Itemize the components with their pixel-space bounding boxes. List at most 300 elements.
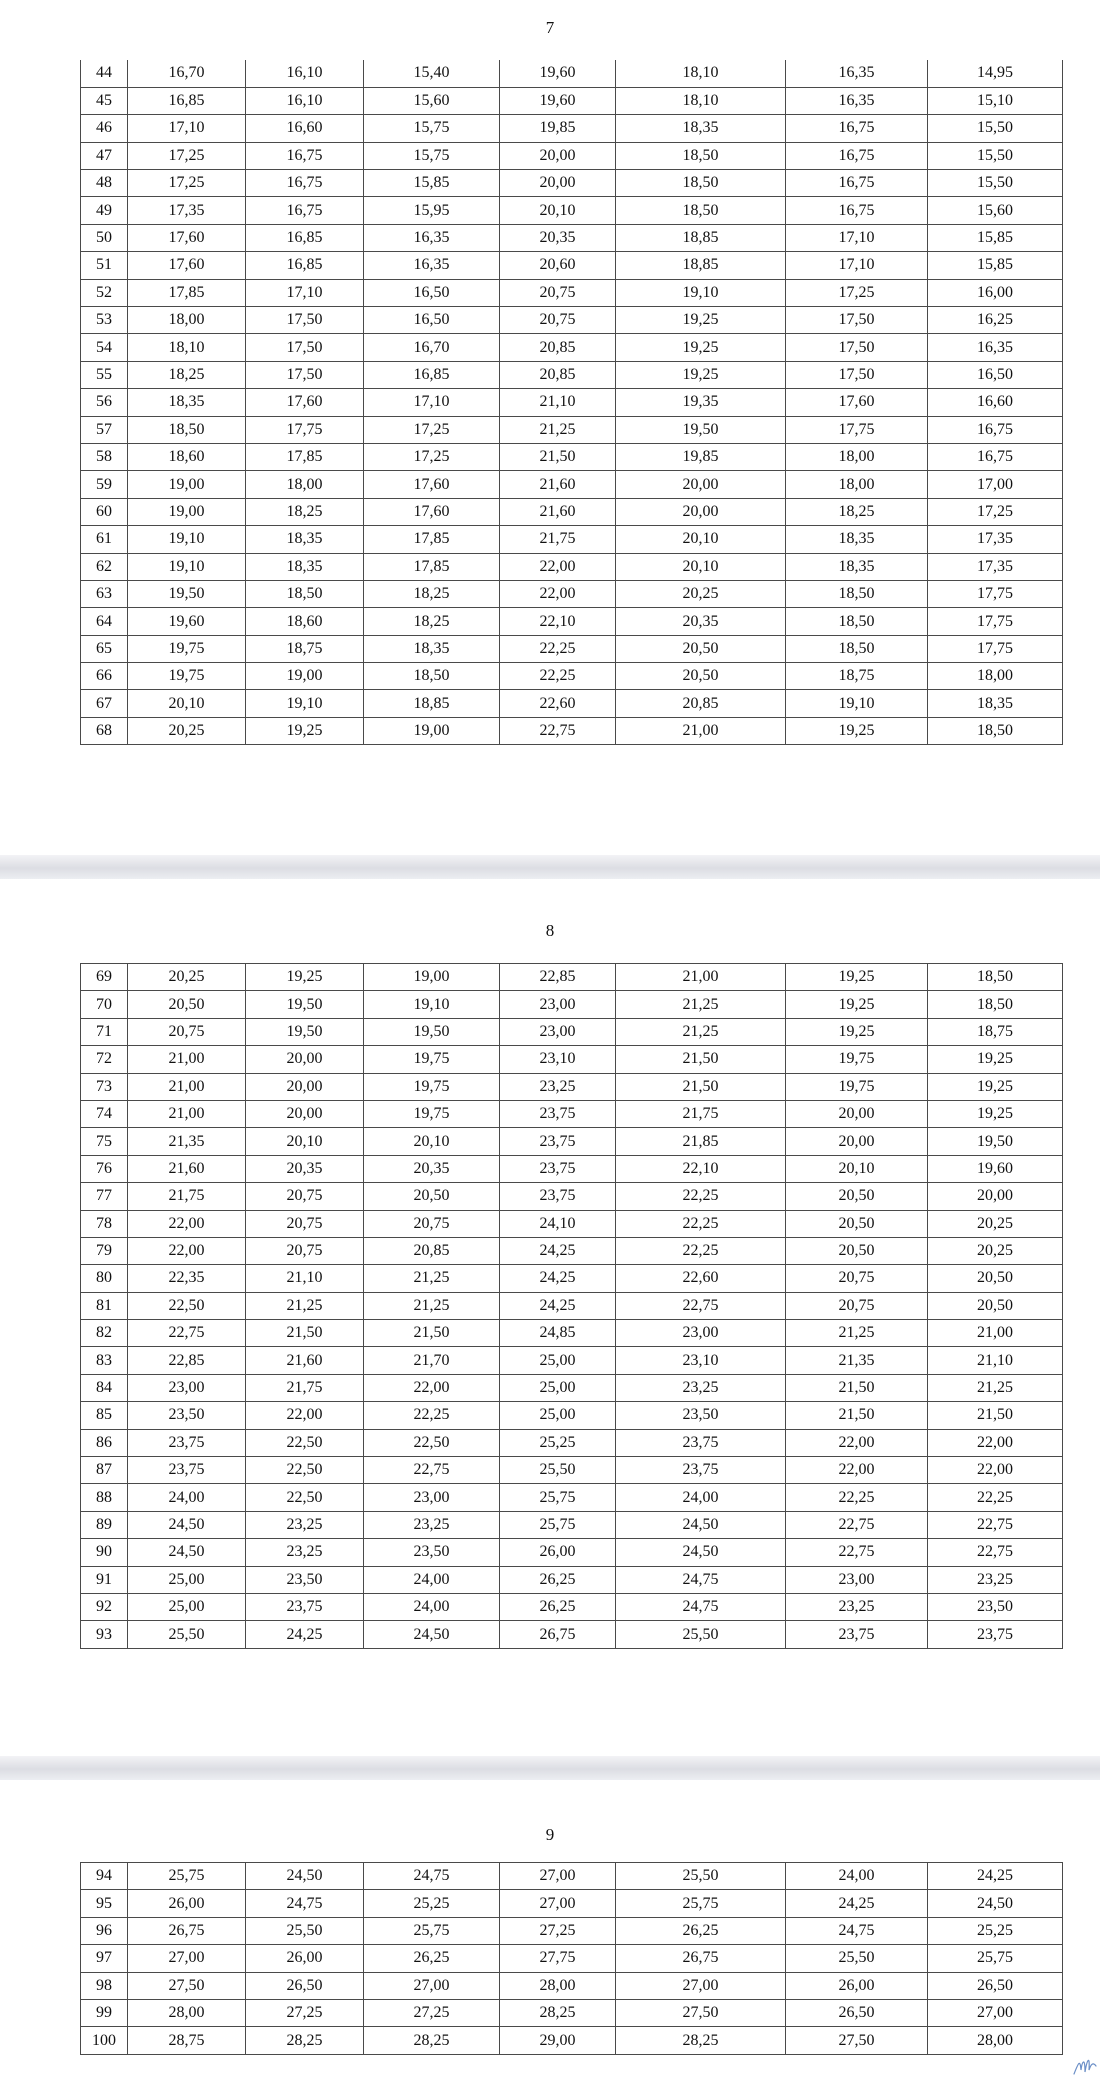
- value-cell: 20,50: [364, 1183, 500, 1210]
- value-cell: 18,50: [928, 991, 1063, 1018]
- value-cell: 23,75: [928, 1621, 1063, 1648]
- row-number-cell: 76: [81, 1155, 128, 1182]
- value-cell: 19,25: [786, 1018, 928, 1045]
- table-row: [81, 1265, 1063, 1292]
- value-cell: 21,00: [128, 1046, 246, 1073]
- table-row: [81, 1566, 1063, 1593]
- value-cell: 19,35: [616, 389, 786, 416]
- value-cell: 27,25: [364, 1999, 500, 2026]
- value-cell: 27,50: [128, 1972, 246, 1999]
- value-cell: 15,75: [364, 142, 500, 169]
- row-number-cell: 61: [81, 526, 128, 553]
- table-row: [81, 690, 1063, 717]
- row-number-cell: 48: [81, 170, 128, 197]
- value-cell: 18,75: [928, 1018, 1063, 1045]
- table-row: [81, 252, 1063, 279]
- value-cell: 25,75: [616, 1890, 786, 1917]
- value-cell: 18,75: [246, 635, 364, 662]
- table-row: [81, 717, 1063, 744]
- value-cell: 19,25: [928, 1046, 1063, 1073]
- value-cell: 20,35: [616, 608, 786, 635]
- value-cell: 19,75: [364, 1046, 500, 1073]
- value-cell: 19,10: [128, 526, 246, 553]
- value-cell: 15,85: [928, 252, 1063, 279]
- value-cell: 24,00: [364, 1566, 500, 1593]
- page-number: 7: [545, 18, 555, 37]
- table-row: [81, 443, 1063, 470]
- value-cell: 22,00: [928, 1429, 1063, 1456]
- value-cell: 27,00: [500, 1863, 616, 1890]
- table-row: [81, 663, 1063, 690]
- value-cell: 16,50: [928, 361, 1063, 388]
- value-cell: 18,25: [786, 498, 928, 525]
- value-cell: 21,25: [364, 1265, 500, 1292]
- value-cell: 25,50: [246, 1917, 364, 1944]
- row-number-cell: 79: [81, 1237, 128, 1264]
- value-cell: 20,35: [246, 1155, 364, 1182]
- value-cell: 22,25: [786, 1484, 928, 1511]
- value-cell: 18,50: [246, 580, 364, 607]
- value-cell: 21,60: [500, 498, 616, 525]
- value-cell: 18,50: [616, 170, 786, 197]
- value-cell: 21,75: [616, 1100, 786, 1127]
- value-cell: 20,00: [928, 1183, 1063, 1210]
- row-number-cell: 86: [81, 1429, 128, 1456]
- value-cell: 20,50: [928, 1292, 1063, 1319]
- value-cell: 26,00: [128, 1890, 246, 1917]
- value-cell: 16,75: [786, 142, 928, 169]
- value-cell: 22,75: [128, 1320, 246, 1347]
- page-divider: [0, 855, 1100, 879]
- value-cell: 23,00: [616, 1320, 786, 1347]
- value-cell: 20,00: [786, 1100, 928, 1127]
- value-cell: 18,00: [786, 443, 928, 470]
- value-cell: 25,75: [928, 1945, 1063, 1972]
- value-cell: 25,00: [500, 1402, 616, 1429]
- value-cell: 21,00: [128, 1073, 246, 1100]
- value-cell: 21,25: [786, 1320, 928, 1347]
- value-cell: 17,35: [128, 197, 246, 224]
- value-cell: 27,25: [500, 1917, 616, 1944]
- row-number-cell: 74: [81, 1100, 128, 1127]
- table-row: [81, 142, 1063, 169]
- value-cell: 20,75: [786, 1292, 928, 1319]
- value-cell: 28,25: [616, 2027, 786, 2054]
- value-cell: 18,50: [786, 580, 928, 607]
- value-cell: 24,50: [128, 1539, 246, 1566]
- value-cell: 24,75: [246, 1890, 364, 1917]
- value-cell: 22,50: [246, 1457, 364, 1484]
- value-cell: 21,25: [616, 991, 786, 1018]
- value-cell: 18,25: [246, 498, 364, 525]
- value-cell: 17,60: [786, 389, 928, 416]
- value-cell: 26,00: [246, 1945, 364, 1972]
- value-cell: 18,35: [616, 115, 786, 142]
- value-cell: 21,50: [786, 1402, 928, 1429]
- value-cell: 20,85: [500, 334, 616, 361]
- value-cell: 20,85: [364, 1237, 500, 1264]
- value-cell: 21,35: [128, 1128, 246, 1155]
- value-cell: 19,85: [500, 115, 616, 142]
- value-cell: 22,85: [128, 1347, 246, 1374]
- value-cell: 17,60: [364, 471, 500, 498]
- value-cell: 21,25: [500, 416, 616, 443]
- value-cell: 17,25: [786, 279, 928, 306]
- value-cell: 21,50: [364, 1320, 500, 1347]
- value-cell: 18,50: [616, 197, 786, 224]
- value-cell: 15,40: [364, 60, 500, 87]
- value-cell: 16,10: [246, 87, 364, 114]
- value-cell: 17,75: [928, 580, 1063, 607]
- value-cell: 25,50: [128, 1621, 246, 1648]
- value-cell: 17,50: [786, 307, 928, 334]
- value-cell: 27,50: [786, 2027, 928, 2054]
- value-cell: 25,25: [364, 1890, 500, 1917]
- table-row: [81, 1018, 1063, 1045]
- row-number-cell: 84: [81, 1374, 128, 1401]
- value-cell: 22,00: [364, 1374, 500, 1401]
- page-7: [0, 0, 1100, 855]
- table-row: [81, 1511, 1063, 1538]
- value-cell: 26,00: [786, 1972, 928, 1999]
- table-row: [81, 1073, 1063, 1100]
- value-cell: 23,25: [928, 1566, 1063, 1593]
- table-row: [81, 197, 1063, 224]
- value-cell: 16,35: [786, 87, 928, 114]
- value-cell: 19,25: [246, 717, 364, 744]
- value-cell: 17,25: [364, 443, 500, 470]
- value-cell: 20,00: [786, 1128, 928, 1155]
- value-cell: 22,75: [616, 1292, 786, 1319]
- row-number-cell: 85: [81, 1402, 128, 1429]
- row-number-cell: 47: [81, 142, 128, 169]
- value-cell: 19,75: [786, 1046, 928, 1073]
- table-row: [81, 526, 1063, 553]
- value-cell: 24,85: [500, 1320, 616, 1347]
- value-cell: 19,50: [128, 580, 246, 607]
- value-cell: 27,00: [616, 1972, 786, 1999]
- data-table: [80, 1862, 1063, 2055]
- table-row: [81, 964, 1063, 991]
- table-row: [81, 361, 1063, 388]
- value-cell: 17,35: [928, 526, 1063, 553]
- value-cell: 21,10: [928, 1347, 1063, 1374]
- value-cell: 19,75: [128, 663, 246, 690]
- value-cell: 21,35: [786, 1347, 928, 1374]
- value-cell: 16,35: [364, 252, 500, 279]
- table-row: [81, 1457, 1063, 1484]
- value-cell: 24,00: [364, 1593, 500, 1620]
- value-cell: 23,75: [128, 1457, 246, 1484]
- value-cell: 15,75: [364, 115, 500, 142]
- value-cell: 20,50: [786, 1237, 928, 1264]
- value-cell: 18,50: [364, 663, 500, 690]
- value-cell: 24,75: [786, 1917, 928, 1944]
- value-cell: 21,10: [500, 389, 616, 416]
- value-cell: 26,50: [928, 1972, 1063, 1999]
- value-cell: 25,75: [500, 1511, 616, 1538]
- value-cell: 26,75: [128, 1917, 246, 1944]
- value-cell: 19,60: [128, 608, 246, 635]
- value-cell: 22,50: [128, 1292, 246, 1319]
- row-number-cell: 49: [81, 197, 128, 224]
- value-cell: 22,25: [928, 1484, 1063, 1511]
- value-cell: 21,50: [928, 1402, 1063, 1429]
- value-cell: 16,75: [246, 197, 364, 224]
- table-row: [81, 635, 1063, 662]
- value-cell: 21,70: [364, 1347, 500, 1374]
- row-number-cell: 65: [81, 635, 128, 662]
- value-cell: 25,50: [500, 1457, 616, 1484]
- row-number-cell: 62: [81, 553, 128, 580]
- value-cell: 20,85: [616, 690, 786, 717]
- value-cell: 20,60: [500, 252, 616, 279]
- value-cell: 15,50: [928, 170, 1063, 197]
- row-number-cell: 94: [81, 1863, 128, 1890]
- table-row: [81, 1917, 1063, 1944]
- value-cell: 17,75: [928, 608, 1063, 635]
- row-number-cell: 90: [81, 1539, 128, 1566]
- table-row: [81, 170, 1063, 197]
- value-cell: 18,35: [128, 389, 246, 416]
- value-cell: 23,75: [616, 1457, 786, 1484]
- value-cell: 20,50: [786, 1183, 928, 1210]
- value-cell: 21,60: [246, 1347, 364, 1374]
- value-cell: 16,70: [128, 60, 246, 87]
- value-cell: 24,25: [500, 1237, 616, 1264]
- row-number-cell: 54: [81, 334, 128, 361]
- value-cell: 22,25: [616, 1237, 786, 1264]
- value-cell: 28,25: [500, 1999, 616, 2026]
- table-row: [81, 1155, 1063, 1182]
- table-row: [81, 1863, 1063, 1890]
- value-cell: 20,10: [616, 526, 786, 553]
- value-cell: 16,35: [928, 334, 1063, 361]
- value-cell: 18,60: [246, 608, 364, 635]
- value-cell: 19,10: [616, 279, 786, 306]
- value-cell: 19,75: [786, 1073, 928, 1100]
- value-cell: 19,00: [364, 717, 500, 744]
- value-cell: 23,25: [246, 1539, 364, 1566]
- value-cell: 18,00: [928, 663, 1063, 690]
- value-cell: 16,85: [128, 87, 246, 114]
- value-cell: 25,00: [500, 1347, 616, 1374]
- value-cell: 17,50: [786, 361, 928, 388]
- value-cell: 19,10: [364, 991, 500, 1018]
- value-cell: 23,00: [500, 991, 616, 1018]
- value-cell: 24,50: [928, 1890, 1063, 1917]
- page-number: 9: [545, 1825, 555, 1844]
- value-cell: 21,00: [616, 717, 786, 744]
- value-cell: 22,00: [500, 553, 616, 580]
- value-cell: 22,25: [616, 1183, 786, 1210]
- data-table: [80, 963, 1063, 1649]
- table-row: [81, 115, 1063, 142]
- value-cell: 15,50: [928, 142, 1063, 169]
- value-cell: 25,50: [616, 1863, 786, 1890]
- table-row: [81, 1593, 1063, 1620]
- value-cell: 22,85: [500, 964, 616, 991]
- row-number-cell: 58: [81, 443, 128, 470]
- value-cell: 19,75: [364, 1073, 500, 1100]
- row-number-cell: 44: [81, 60, 128, 87]
- value-cell: 16,35: [786, 60, 928, 87]
- row-number-cell: 64: [81, 608, 128, 635]
- value-cell: 17,10: [786, 224, 928, 251]
- value-cell: 18,00: [246, 471, 364, 498]
- page-9: [0, 1780, 1100, 2099]
- value-cell: 18,50: [928, 964, 1063, 991]
- value-cell: 25,75: [500, 1484, 616, 1511]
- value-cell: 22,50: [246, 1429, 364, 1456]
- value-cell: 25,00: [128, 1593, 246, 1620]
- value-cell: 18,50: [786, 608, 928, 635]
- table-row: [81, 416, 1063, 443]
- value-cell: 29,00: [500, 2027, 616, 2054]
- value-cell: 27,25: [246, 1999, 364, 2026]
- row-number-cell: 99: [81, 1999, 128, 2026]
- value-cell: 17,60: [128, 252, 246, 279]
- value-cell: 17,25: [128, 170, 246, 197]
- value-cell: 18,35: [928, 690, 1063, 717]
- value-cell: 25,50: [616, 1621, 786, 1648]
- value-cell: 19,25: [928, 1073, 1063, 1100]
- value-cell: 20,50: [786, 1210, 928, 1237]
- value-cell: 21,60: [128, 1155, 246, 1182]
- value-cell: 22,00: [786, 1429, 928, 1456]
- value-cell: 21,50: [786, 1374, 928, 1401]
- value-cell: 23,25: [786, 1593, 928, 1620]
- value-cell: 20,00: [616, 498, 786, 525]
- value-cell: 22,00: [786, 1457, 928, 1484]
- row-number-cell: 100: [81, 2027, 128, 2054]
- value-cell: 19,10: [246, 690, 364, 717]
- value-cell: 16,75: [786, 170, 928, 197]
- row-number-cell: 83: [81, 1347, 128, 1374]
- table-row: [81, 224, 1063, 251]
- table-row: [81, 553, 1063, 580]
- value-cell: 16,85: [364, 361, 500, 388]
- value-cell: 26,00: [500, 1539, 616, 1566]
- value-cell: 19,00: [128, 498, 246, 525]
- row-number-cell: 80: [81, 1265, 128, 1292]
- table-row: [81, 991, 1063, 1018]
- value-cell: 18,10: [616, 87, 786, 114]
- value-cell: 19,75: [364, 1100, 500, 1127]
- row-number-cell: 92: [81, 1593, 128, 1620]
- value-cell: 23,25: [616, 1374, 786, 1401]
- value-cell: 20,50: [128, 991, 246, 1018]
- value-cell: 20,75: [364, 1210, 500, 1237]
- value-cell: 23,10: [616, 1347, 786, 1374]
- table-row: [81, 498, 1063, 525]
- row-number-cell: 91: [81, 1566, 128, 1593]
- value-cell: 22,00: [500, 580, 616, 607]
- value-cell: 18,50: [786, 635, 928, 662]
- value-cell: 24,25: [500, 1265, 616, 1292]
- value-cell: 25,00: [128, 1566, 246, 1593]
- value-cell: 22,25: [500, 663, 616, 690]
- value-cell: 23,25: [246, 1511, 364, 1538]
- value-cell: 23,75: [500, 1100, 616, 1127]
- row-number-cell: 68: [81, 717, 128, 744]
- value-cell: 16,00: [928, 279, 1063, 306]
- row-number-cell: 97: [81, 1945, 128, 1972]
- value-cell: 27,50: [616, 1999, 786, 2026]
- value-cell: 23,50: [928, 1593, 1063, 1620]
- value-cell: 18,35: [246, 526, 364, 553]
- value-cell: 20,75: [246, 1183, 364, 1210]
- table-row: [81, 1347, 1063, 1374]
- value-cell: 27,00: [364, 1972, 500, 1999]
- table-row: [81, 1945, 1063, 1972]
- table-row: [81, 1429, 1063, 1456]
- table-row: [81, 1402, 1063, 1429]
- data-table: [80, 60, 1063, 745]
- value-cell: 20,00: [500, 170, 616, 197]
- value-cell: 24,10: [500, 1210, 616, 1237]
- value-cell: 15,60: [928, 197, 1063, 224]
- value-cell: 20,50: [616, 635, 786, 662]
- value-cell: 23,50: [128, 1402, 246, 1429]
- value-cell: 17,75: [786, 416, 928, 443]
- value-cell: 15,50: [928, 115, 1063, 142]
- table-row: [81, 471, 1063, 498]
- row-number-cell: 45: [81, 87, 128, 114]
- table-row: [81, 580, 1063, 607]
- value-cell: 23,75: [246, 1593, 364, 1620]
- value-cell: 20,10: [128, 690, 246, 717]
- row-number-cell: 71: [81, 1018, 128, 1045]
- value-cell: 21,50: [500, 443, 616, 470]
- table-row: [81, 1320, 1063, 1347]
- value-cell: 21,25: [246, 1292, 364, 1319]
- value-cell: 20,10: [786, 1155, 928, 1182]
- value-cell: 23,50: [616, 1402, 786, 1429]
- value-cell: 21,10: [246, 1265, 364, 1292]
- value-cell: 17,25: [128, 142, 246, 169]
- value-cell: 23,75: [128, 1429, 246, 1456]
- value-cell: 22,75: [786, 1511, 928, 1538]
- value-cell: 16,50: [364, 279, 500, 306]
- value-cell: 19,25: [616, 361, 786, 388]
- value-cell: 17,10: [128, 115, 246, 142]
- value-cell: 22,75: [928, 1511, 1063, 1538]
- value-cell: 26,75: [500, 1621, 616, 1648]
- value-cell: 19,25: [616, 334, 786, 361]
- value-cell: 18,10: [128, 334, 246, 361]
- value-cell: 19,50: [928, 1128, 1063, 1155]
- value-cell: 21,85: [616, 1128, 786, 1155]
- value-cell: 17,00: [928, 471, 1063, 498]
- value-cell: 18,25: [128, 361, 246, 388]
- value-cell: 17,35: [928, 553, 1063, 580]
- value-cell: 16,85: [246, 224, 364, 251]
- value-cell: 26,50: [246, 1972, 364, 1999]
- value-cell: 23,75: [786, 1621, 928, 1648]
- value-cell: 20,35: [364, 1155, 500, 1182]
- value-cell: 15,85: [928, 224, 1063, 251]
- row-number-cell: 50: [81, 224, 128, 251]
- table-row: [81, 1237, 1063, 1264]
- value-cell: 21,60: [500, 471, 616, 498]
- value-cell: 18,35: [786, 553, 928, 580]
- value-cell: 17,50: [246, 334, 364, 361]
- value-cell: 20,10: [500, 197, 616, 224]
- value-cell: 17,85: [128, 279, 246, 306]
- value-cell: 24,25: [786, 1890, 928, 1917]
- value-cell: 21,75: [500, 526, 616, 553]
